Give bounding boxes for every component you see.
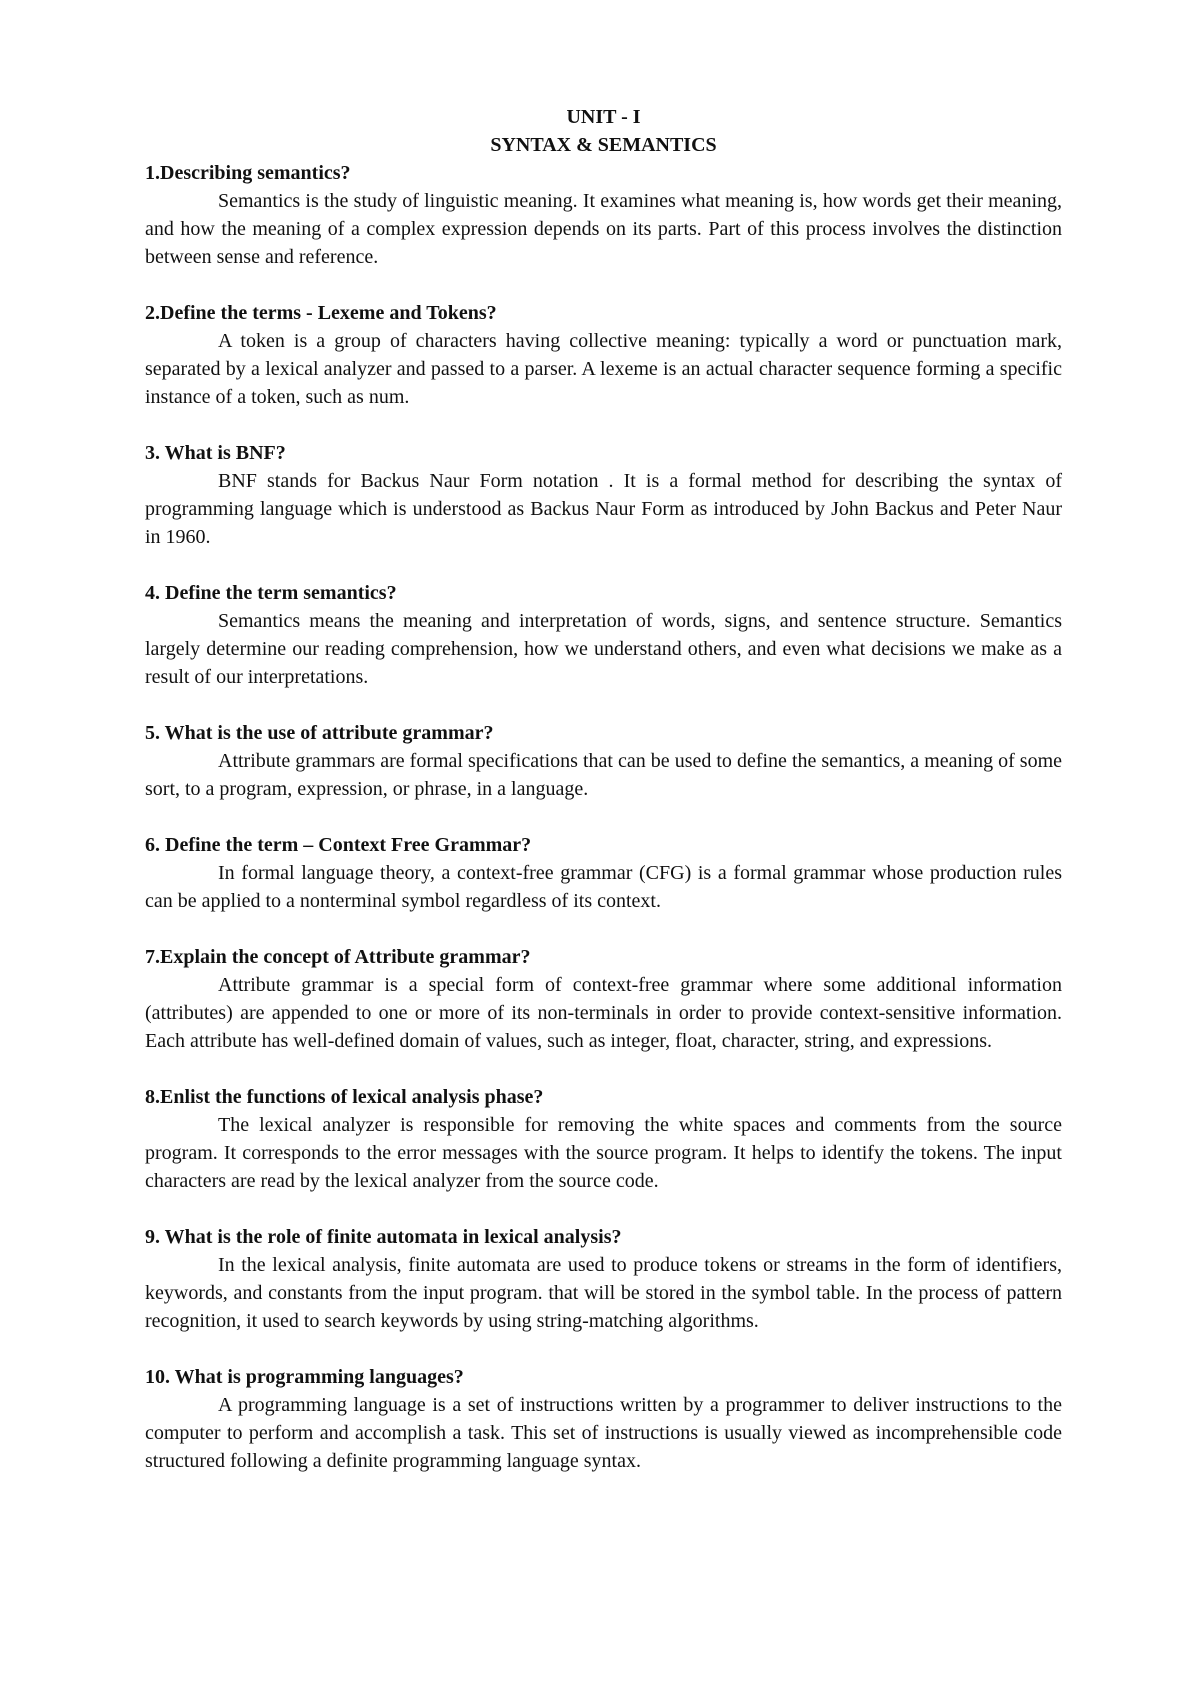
answer-paragraph: Semantics means the meaning and interpretation of words, signs, and sentence structure. Semantics largely determine our reading comprehension, how we understand others, and even what decisions we make as a result of our interpretations.	[145, 610, 1062, 688]
answer-paragraph: BNF stands for Backus Naur Form notation . It is a formal method for describing the syntax of programming language which is understood as Backus Naur Form as introduced by John Backus and Peter Naur in 1960.	[145, 470, 1062, 548]
document-page	[145, 103, 1062, 1503]
qa-item	[145, 439, 1062, 551]
qa-item	[145, 943, 1062, 1055]
answer-paragraph: A token is a group of characters having collective meaning: typically a word or punctuation mark, separated by a lexical analyzer and passed to a parser. A lexeme is an actual character sequence forming a specific instance of a token, such as num.	[145, 330, 1062, 408]
question-heading: 8.Enlist the functions of lexical analysis phase?	[145, 1086, 544, 1108]
answer-paragraph: In formal language theory, a context-free grammar (CFG) is a formal grammar whose production rules can be applied to a nonterminal symbol regardless of its context.	[145, 862, 1062, 912]
answer-paragraph: Semantics is the study of linguistic meaning. It examines what meaning is, how words get their meaning, and how the meaning of a complex expression depends on its parts. Part of this process involves the distinction between sense and reference.	[145, 190, 1062, 268]
question-heading: 2.Define the terms - Lexeme and Tokens?	[145, 302, 497, 324]
question-heading: 3. What is BNF?	[145, 442, 286, 464]
question-heading: 1.Describing semantics?	[145, 162, 351, 184]
answer-paragraph: Attribute grammars are formal specifications that can be used to define the semantics, a meaning of some sort, to a program, expression, or phrase, in a language.	[145, 750, 1062, 800]
qa-item	[145, 1363, 1062, 1475]
answer-paragraph: Attribute grammar is a special form of context-free grammar where some additional information (attributes) are appended to one or more of its non-terminals in order to provide context-sensitive information. Each attribute has well-defined domain of values, such as integer, float, character, string, and expressions.	[145, 974, 1062, 1052]
qa-item	[145, 579, 1062, 691]
question-heading: 6. Define the term – Context Free Grammar?	[145, 834, 532, 856]
answer-paragraph: In the lexical analysis, finite automata are used to produce tokens or streams in the form of identifiers, keywords, and constants from the input program. that will be stored in the symbol table. In the process of pattern recognition, it used to search keywords by using string-matching algorithms.	[145, 1254, 1062, 1332]
answer-paragraph: A programming language is a set of instructions written by a programmer to deliver instructions to the computer to perform and accomplish a task. This set of instructions is usually viewed as incomprehensible code structured following a definite programming language syntax.	[145, 1394, 1062, 1472]
qa-item	[145, 1223, 1062, 1335]
question-heading: 9. What is the role of finite automata in lexical analysis?	[145, 1226, 622, 1248]
qa-item	[145, 159, 1062, 271]
answer-paragraph: The lexical analyzer is responsible for removing the white spaces and comments from the source program. It corresponds to the error messages with the source program. It helps to identify the tokens. The input characters are read by the lexical analyzer from the source code.	[145, 1114, 1062, 1192]
unit-title: UNIT - I	[566, 106, 641, 128]
qa-item	[145, 719, 1062, 803]
title-block	[145, 103, 1062, 159]
qa-item	[145, 299, 1062, 411]
question-heading: 4. Define the term semantics?	[145, 582, 397, 604]
qa-item	[145, 831, 1062, 915]
subject-title: SYNTAX & SEMANTICS	[490, 134, 717, 156]
question-heading: 7.Explain the concept of Attribute grammar?	[145, 946, 531, 968]
qa-item	[145, 1083, 1062, 1195]
question-heading: 5. What is the use of attribute grammar?	[145, 722, 494, 744]
question-heading: 10. What is programming languages?	[145, 1366, 464, 1388]
